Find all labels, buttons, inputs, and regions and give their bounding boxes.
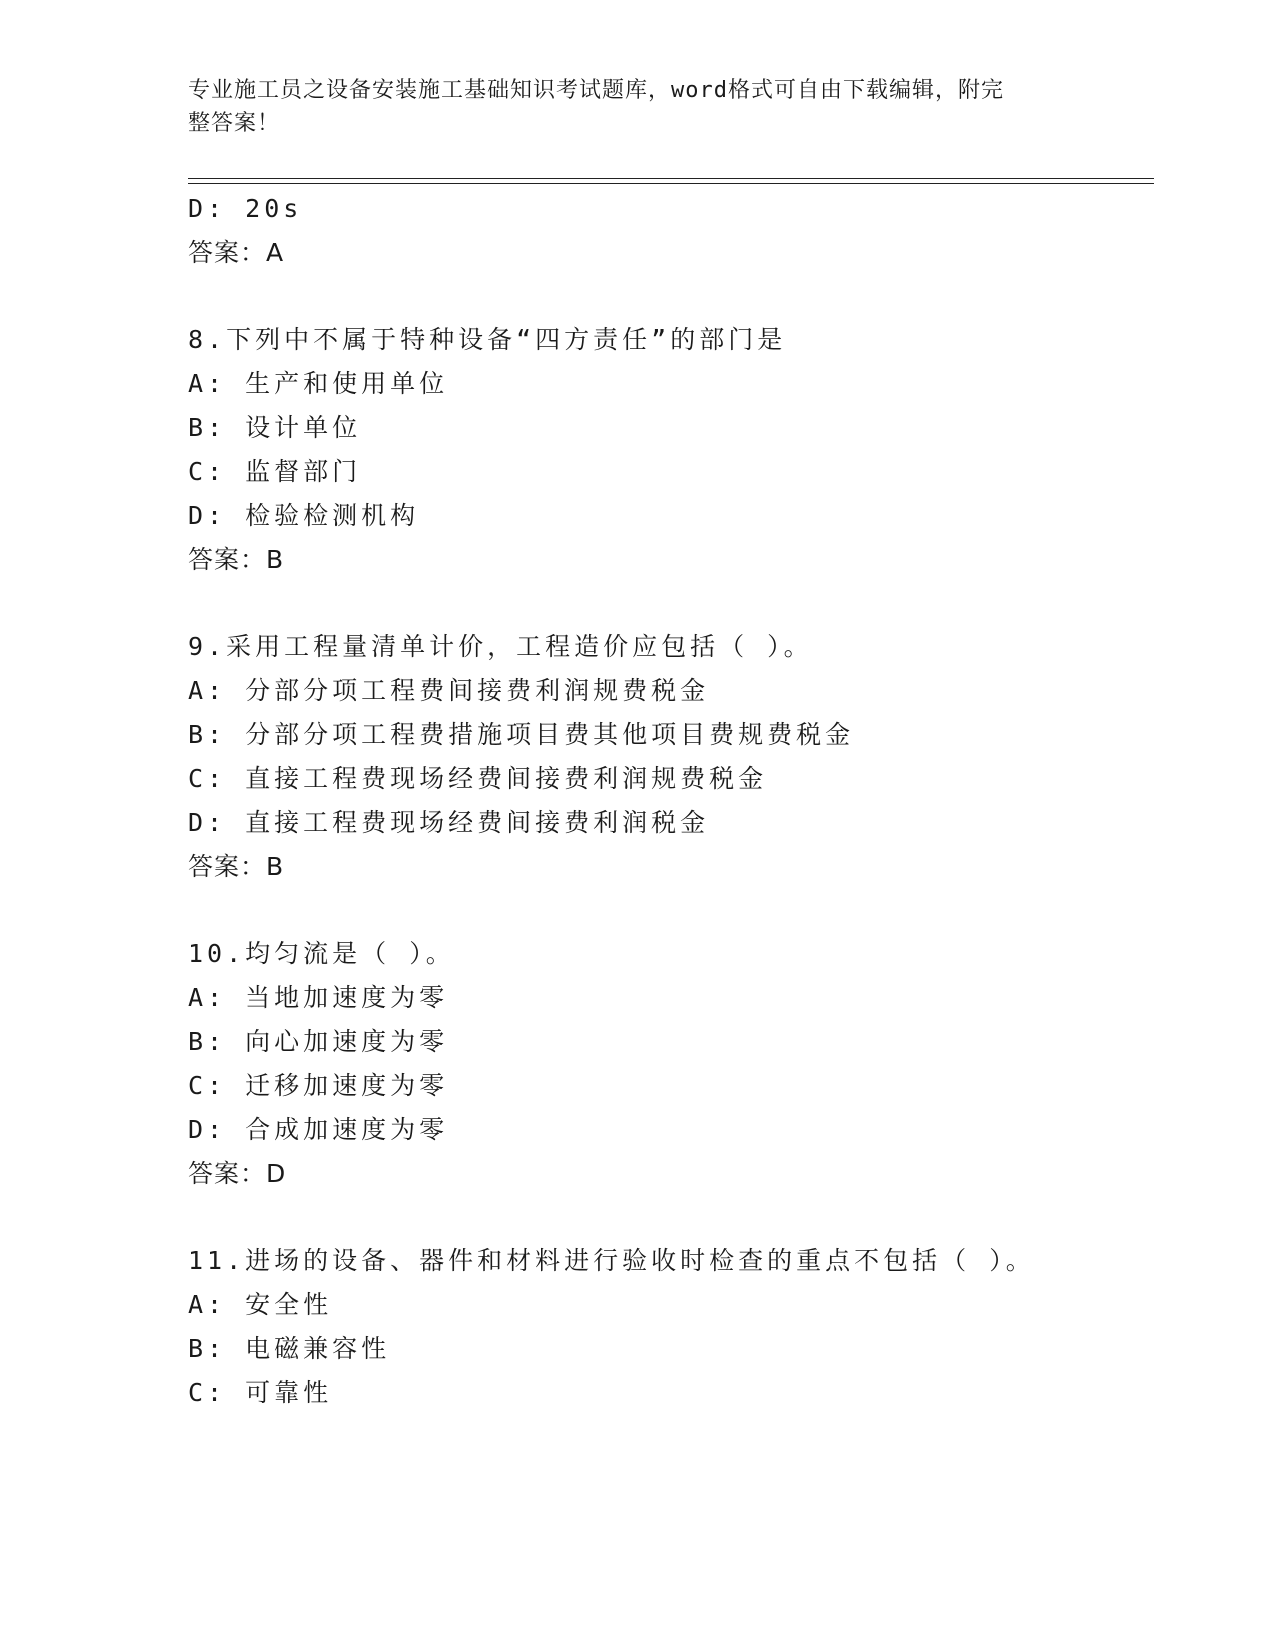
- option-a-q9: A: 分部分项工程费间接费利润规费税金: [188, 676, 710, 705]
- option-c-q10: C: 迁移加速度为零: [188, 1071, 449, 1100]
- header-divider-bottom: [188, 183, 1154, 184]
- header-divider-top: [188, 178, 1154, 179]
- option-c-q11: C: 可靠性: [188, 1378, 333, 1407]
- option-c-q8: C: 监督部门: [188, 457, 362, 486]
- option-d-q7: D: 20s: [188, 194, 303, 223]
- option-a-q8: A: 生产和使用单位: [188, 369, 449, 398]
- header-line-2: 整答案！: [188, 111, 281, 136]
- option-b-q10: B: 向心加速度为零: [188, 1027, 449, 1056]
- option-a-q11: A: 安全性: [188, 1290, 333, 1319]
- header-line-1: 专业施工员之设备安装施工基础知识考试题库，word格式可自由下载编辑，附完: [188, 78, 1004, 103]
- answer-q7: 答案：A: [188, 238, 285, 267]
- question-8: 8.下列中不属于特种设备“四方责任”的部门是: [188, 325, 787, 354]
- option-c-q9: C: 直接工程费现场经费间接费利润规费税金: [188, 764, 768, 793]
- option-d-q8: D: 检验检测机构: [188, 501, 420, 530]
- option-b-q11: B: 电磁兼容性: [188, 1334, 391, 1363]
- answer-q8: 答案：B: [188, 545, 285, 574]
- question-9: 9.采用工程量清单计价，工程造价应包括（ ）。: [188, 632, 813, 661]
- option-a-q10: A: 当地加速度为零: [188, 983, 449, 1012]
- option-b-q9: B: 分部分项工程费措施项目费其他项目费规费税金: [188, 720, 855, 749]
- document-header: [188, 74, 1068, 140]
- question-10: 10.均匀流是（ ）。: [188, 939, 455, 968]
- option-d-q10: D: 合成加速度为零: [188, 1115, 449, 1144]
- answer-q9: 答案：B: [188, 852, 285, 881]
- option-b-q8: B: 设计单位: [188, 413, 362, 442]
- answer-q10: 答案：D: [188, 1159, 287, 1188]
- question-11: 11.进场的设备、器件和材料进行验收时检查的重点不包括（ ）。: [188, 1246, 1035, 1275]
- option-d-q9: D: 直接工程费现场经费间接费利润税金: [188, 808, 710, 837]
